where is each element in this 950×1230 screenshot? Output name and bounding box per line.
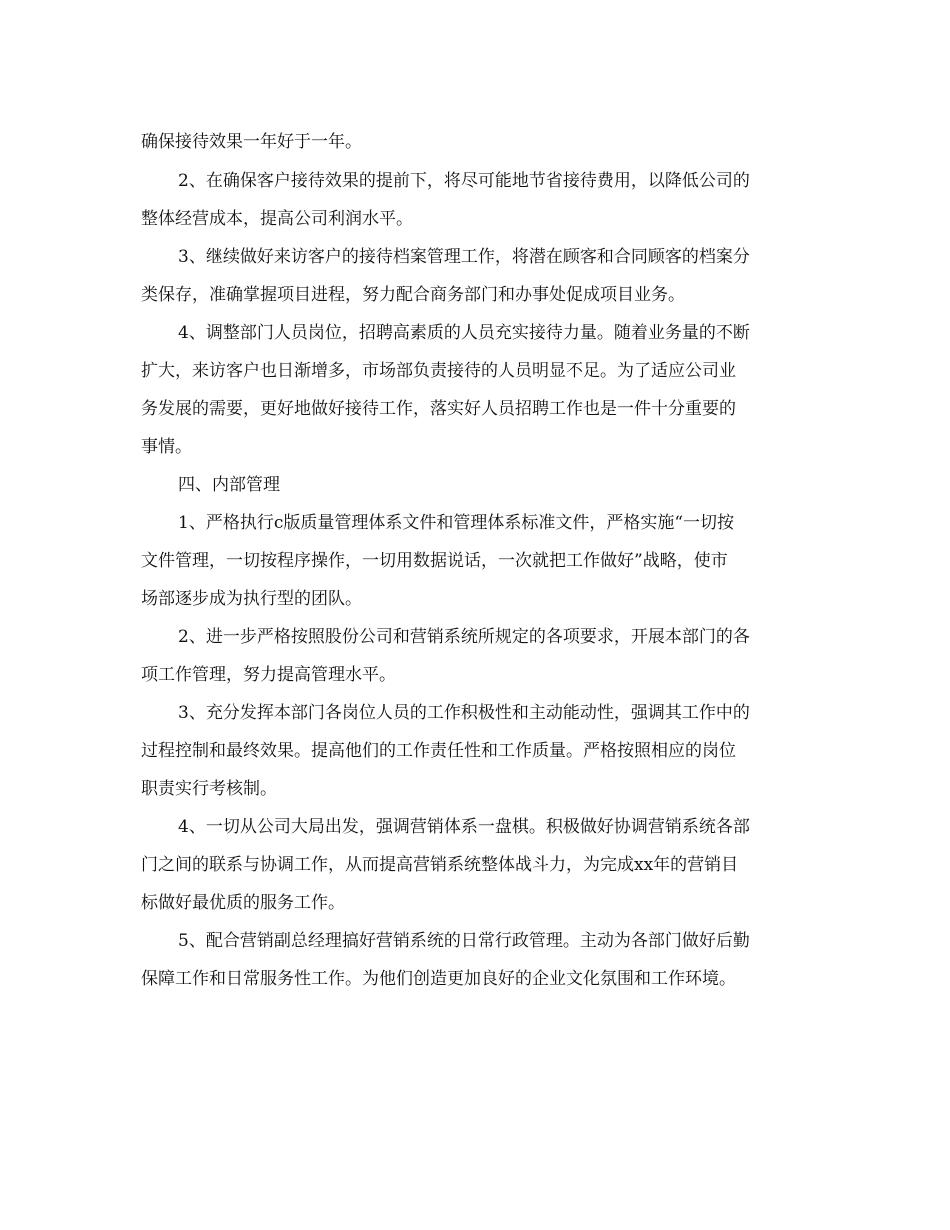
text-line: 门之间的联系与协调工作，从而提高营销系统整体战斗力，为完成xx年的营销目	[141, 855, 739, 875]
text-line: 4、一切从公司大局出发，强调营销体系一盘棋。积极做好协调营销系统各部	[178, 817, 750, 837]
text-line: 整体经营成本，提高公司利润水平。	[141, 209, 413, 229]
section-heading: 四、内部管理	[178, 475, 280, 495]
text-line: 类保存，准确掌握项目进程，努力配合商务部门和办事处促成项目业务。	[141, 285, 685, 305]
text-line: 项工作管理，努力提高管理水平。	[141, 665, 396, 685]
text-line: 事情。	[141, 437, 192, 457]
text-line: 务发展的需要，更好地做好接待工作，落实好人员招聘工作也是一件十分重要的	[141, 399, 736, 419]
text-line: 3、继续做好来访客户的接待档案管理工作，将潜在顾客和合同顾客的档案分	[178, 247, 750, 267]
text-line: 场部逐步成为执行型的团队。	[141, 589, 362, 609]
text-line: 5、配合营销副总经理搞好营销系统的日常行政管理。主动为各部门做好后勤	[178, 931, 750, 951]
text-line: 过程控制和最终效果。提高他们的工作责任性和工作质量。严格按照相应的岗位	[141, 741, 736, 761]
text-line: 1、严格执行c版质量管理体系文件和管理体系标准文件，严格实施“一切按	[178, 513, 735, 533]
text-line: 3、充分发挥本部门各岗位人员的工作积极性和主动能动性，强调其工作中的	[178, 703, 750, 723]
text-line: 保障工作和日常服务性工作。为他们创造更加良好的企业文化氛围和工作环境。	[141, 969, 736, 989]
text-line: 2、进一步严格按照股份公司和营销系统所规定的各项要求，开展本部门的各	[178, 627, 750, 647]
text-line: 扩大，来访客户也日渐增多，市场部负责接待的人员明显不足。为了适应公司业	[141, 361, 736, 381]
text-line: 2、在确保客户接待效果的提前下，将尽可能地节省接待费用，以降低公司的	[178, 171, 750, 191]
text-line: 4、调整部门人员岗位，招聘高素质的人员充实接待力量。随着业务量的不断	[178, 323, 750, 343]
text-line: 确保接待效果一年好于一年。	[141, 132, 362, 152]
text-line: 职责实行考核制。	[141, 779, 277, 799]
text-line: 文件管理，一切按程序操作，一切用数据说话，一次就把工作做好”战略，使市	[141, 551, 728, 571]
text-line: 标做好最优质的服务工作。	[141, 893, 345, 913]
